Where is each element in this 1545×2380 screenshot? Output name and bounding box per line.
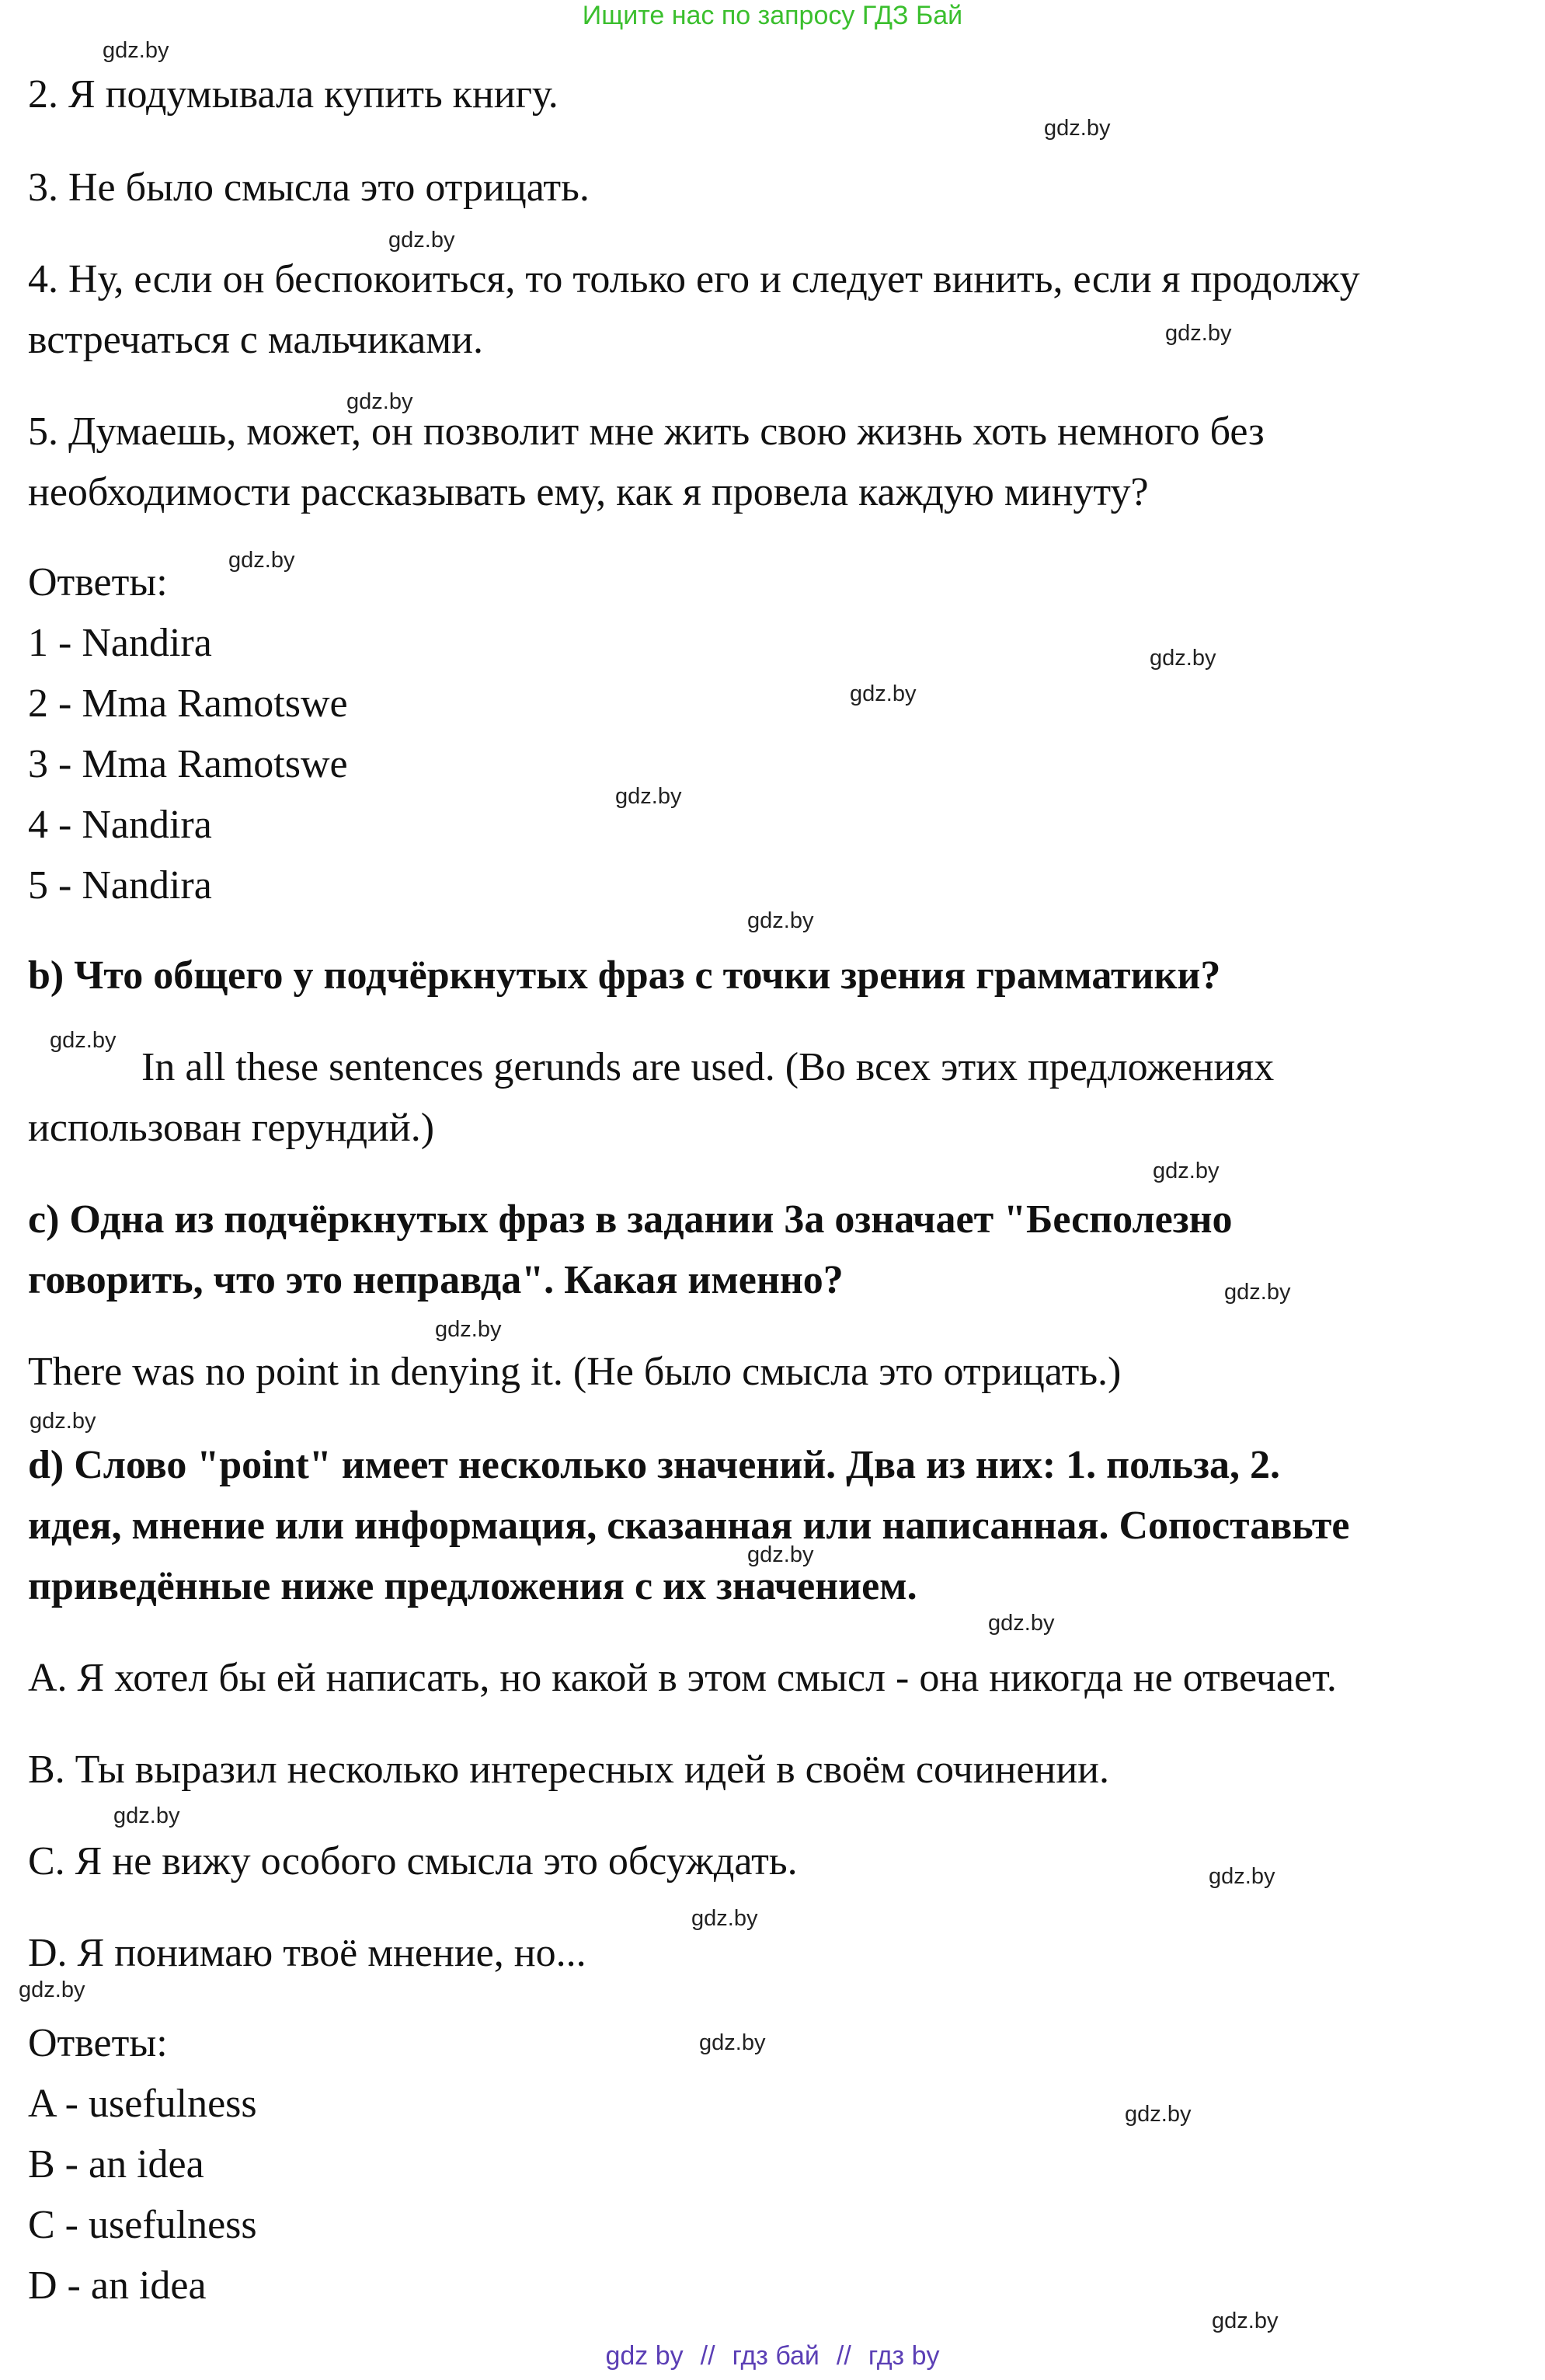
sentence-2: 2. Я подумывала купить книгу. [28,72,558,117]
answer-b-line-1: In all these sentences gerunds are used. (Во всех этих предложениях [141,1045,1275,1089]
watermark: gdz.by [1044,116,1111,141]
question-c-line-1: c) Одна из подчёркнутых фраз в задании 3a означает "Бесполезно [28,1197,1233,1242]
question-d-line-2: идея, мнение или информация, сказанная или написанная. Сопоставьте [28,1504,1350,1548]
sentence-4-line-1: 4. Ну, если он беспокоиться, то только его и следует винить, если я продолжу [28,257,1360,301]
watermark: gdz.by [346,389,413,414]
question-d-line-1: d) Слово "point" имеет несколько значений. Два из них: 1. польза, 2. [28,1443,1280,1487]
answer-2-item: D - an idea [28,2263,207,2308]
sentence-3: 3. Не было смысла это отрицать. [28,166,590,210]
answer-1-item: 4 - Nandira [28,803,212,847]
watermark: gdz.by [1153,1159,1220,1183]
watermark: gdz.by [988,1611,1055,1636]
watermark: gdz.by [30,1409,96,1434]
watermark: gdz.by [747,908,814,933]
footer-link[interactable]: гдз бай [732,2341,819,2371]
question-b: b) Что общего у подчёркнутых фраз с точки зрения грамматики? [28,953,1221,998]
sentence-5-line-2: необходимости рассказывать ему, как я провела каждую минуту? [28,470,1149,514]
answer-b-line-2: использован герундий.) [28,1106,435,1150]
watermark: gdz.by [1165,321,1232,346]
watermark: gdz.by [388,228,455,253]
answer-1-item: 5 - Nandira [28,863,212,908]
watermark: gdz.by [699,2030,766,2055]
footer-links [0,2339,1545,2373]
sentence-d-c: C. Я не вижу особого смысла это обсуждать. [28,1839,798,1883]
watermark: gdz.by [103,38,169,63]
sentence-5-line-1: 5. Думаешь, может, он позволит мне жить свою жизнь хоть немного без [28,409,1265,454]
footer-separator: // [836,2341,851,2371]
sentence-d-b: B. Ты выразил несколько интересных идей в своём сочинении. [28,1748,1109,1792]
answers-1-title: Ответы: [28,560,168,605]
watermark: gdz.by [50,1028,117,1053]
watermark: gdz.by [747,1542,814,1567]
answer-1-item: 2 - Mma Ramotswe [28,681,348,726]
header-banner[interactable]: Ищите нас по запросу ГДЗ Бай [582,1,963,30]
sentence-4-line-2: встречаться с мальчиками. [28,318,483,362]
answer-c: There was no point in denying it. (Не было смысла это отрицать.) [28,1350,1122,1394]
answers-2-title: Ответы: [28,2021,168,2065]
watermark: gdz.by [1224,1280,1291,1305]
answer-1-item: 1 - Nandira [28,621,212,665]
watermark: gdz.by [435,1317,502,1342]
answer-2-item: C - usefulness [28,2203,257,2247]
watermark: gdz.by [691,1906,758,1931]
answer-2-item: A - usefulness [28,2082,257,2126]
watermark: gdz.by [19,1978,85,2002]
footer-separator: // [700,2341,715,2371]
watermark: gdz.by [850,681,917,706]
answer-2-item: B - an idea [28,2142,204,2187]
watermark: gdz.by [1209,1864,1275,1889]
question-d-line-3: приведённые ниже предложения с их значением. [28,1564,917,1608]
watermark: gdz.by [615,784,682,809]
footer-link[interactable]: гдз by [868,2341,940,2371]
footer-link[interactable]: gdz by [605,2341,684,2371]
answer-1-item: 3 - Mma Ramotswe [28,742,348,786]
sentence-d-a: A. Я хотел бы ей написать, но какой в этом смысл - она никогда не отвечает. [28,1656,1337,1700]
watermark: gdz.by [1125,2102,1192,2127]
watermark: gdz.by [1212,2309,1279,2333]
watermark: gdz.by [113,1803,180,1828]
sentence-d-d: D. Я понимаю твоё мнение, но... [28,1931,586,1975]
question-c-line-2: говорить, что это неправда". Какая именно? [28,1258,844,1302]
watermark: gdz.by [228,548,295,573]
watermark: gdz.by [1150,646,1216,671]
